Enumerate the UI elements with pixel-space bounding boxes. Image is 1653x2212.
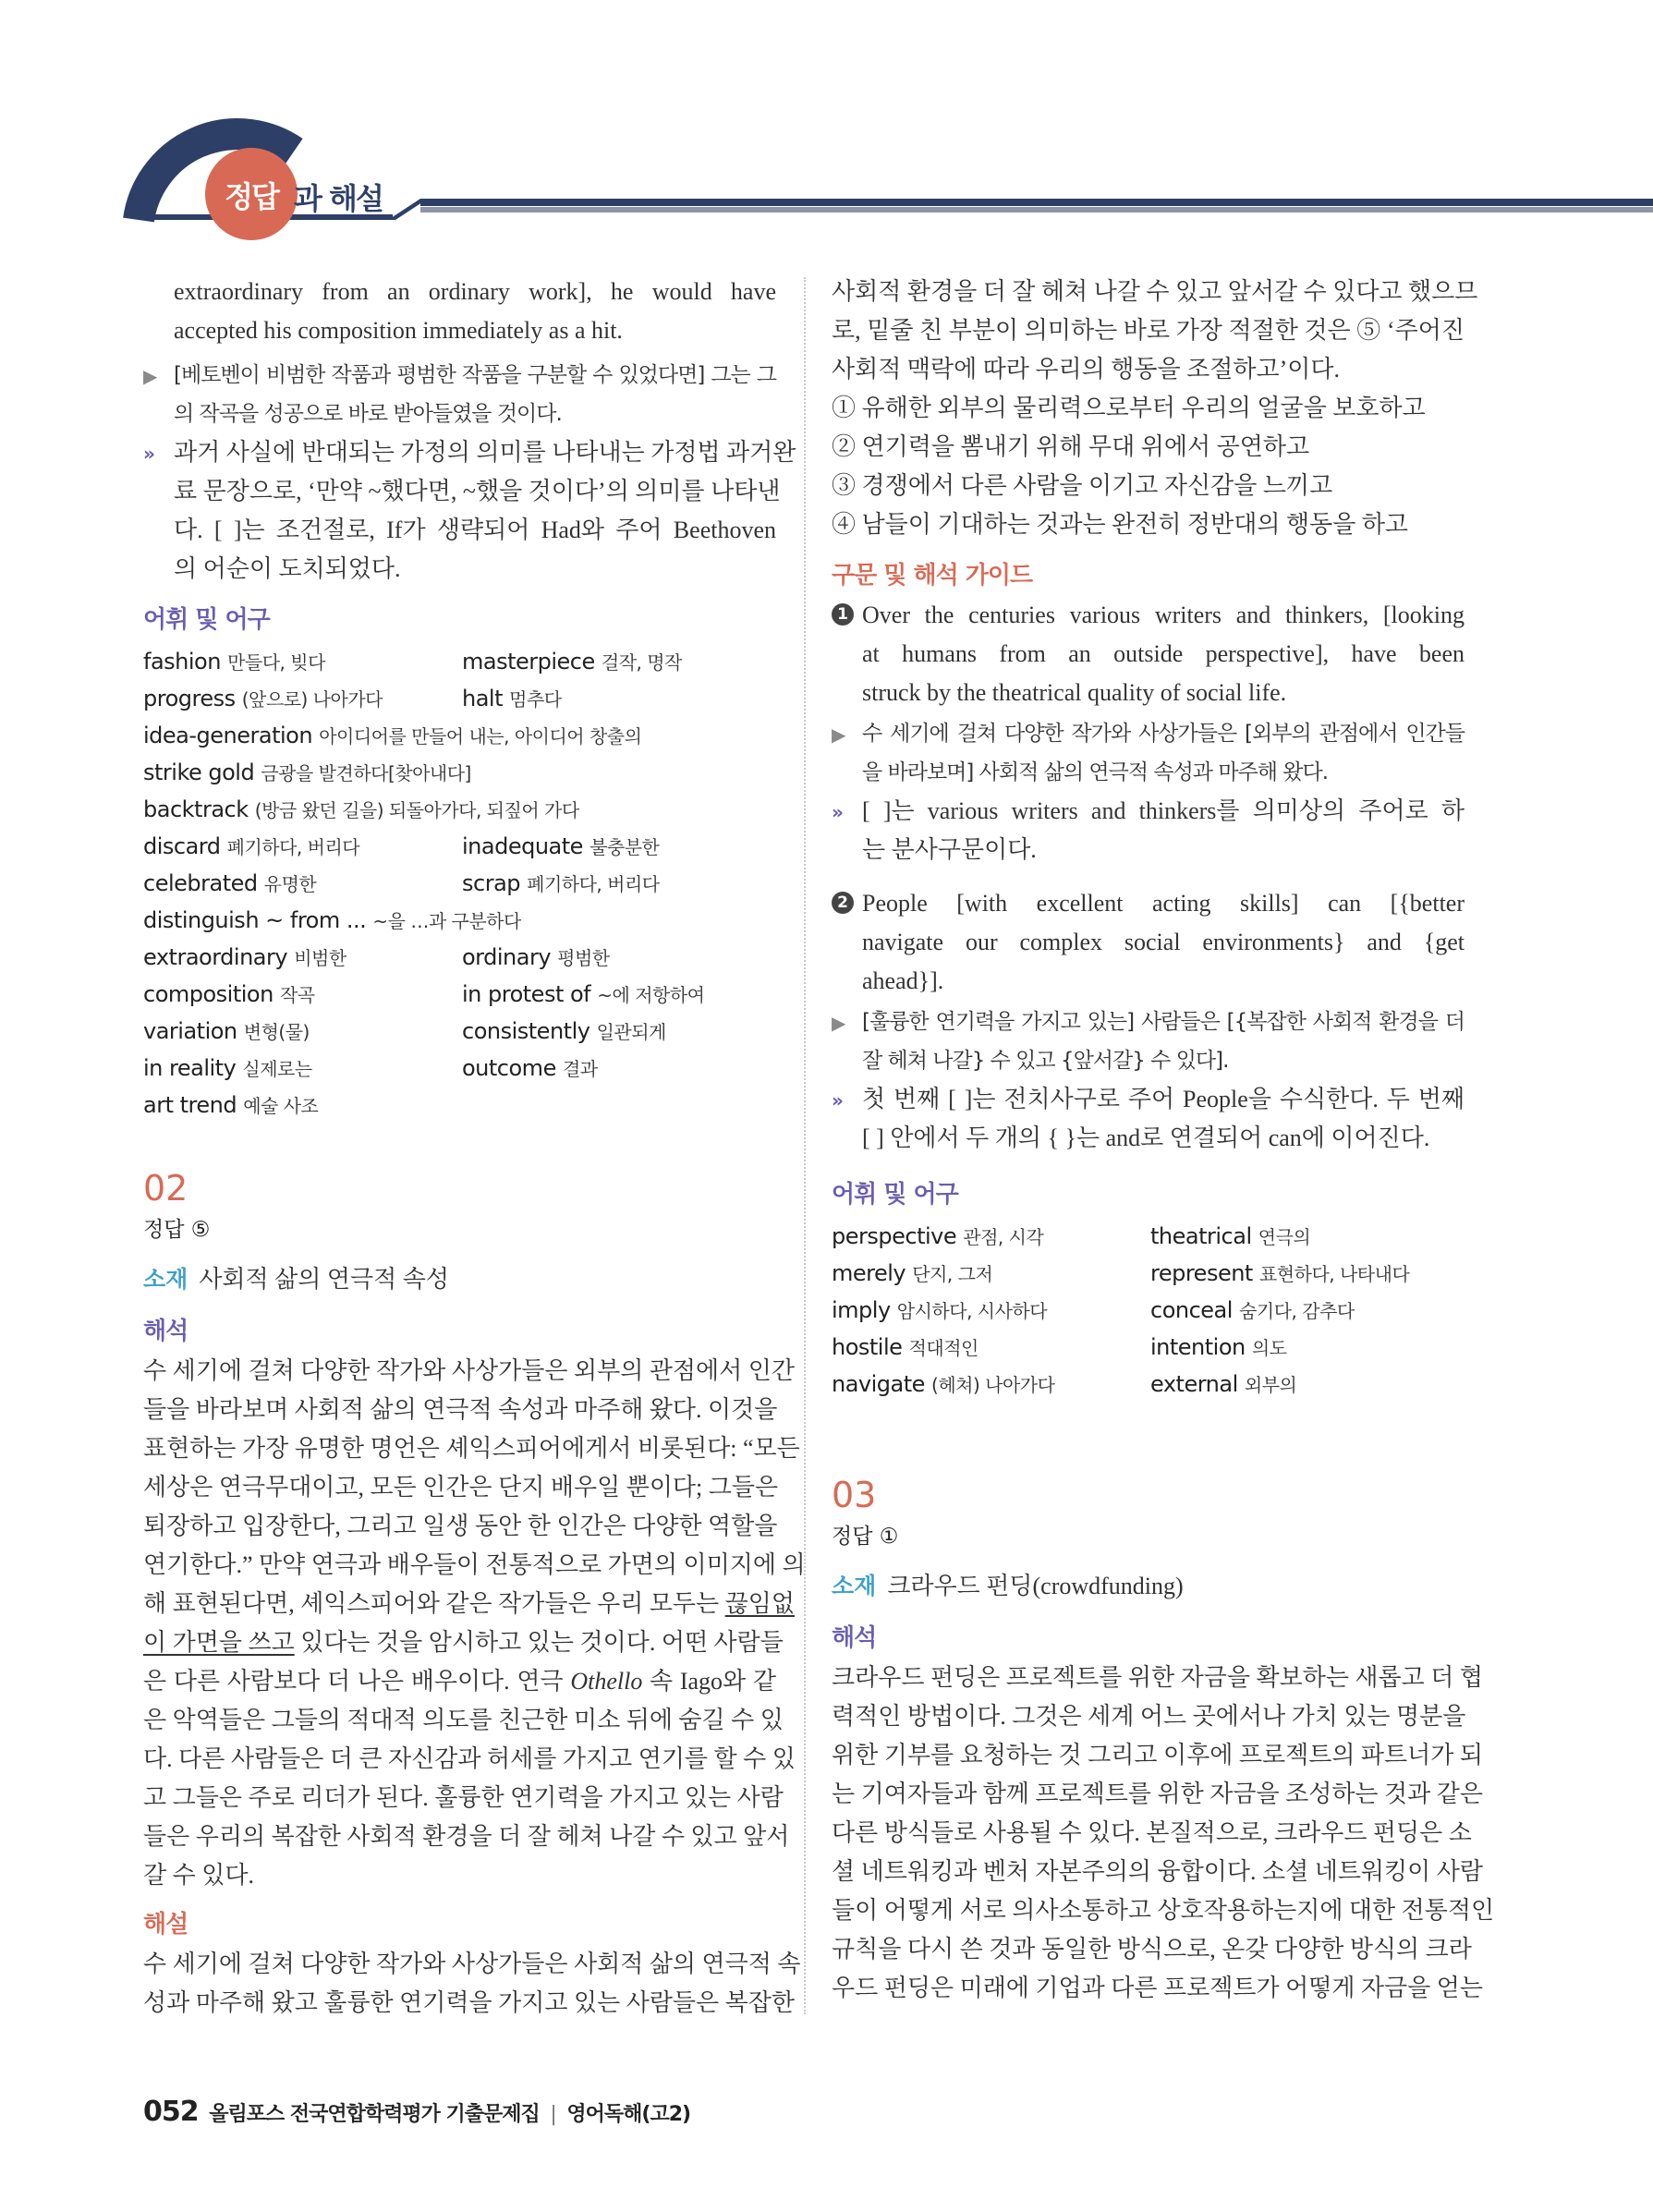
vocab-term: ordinary — [462, 944, 552, 970]
topic-text: 크라우드 펀딩(crowdfunding) — [887, 1573, 1184, 1599]
vocab-item — [143, 681, 462, 718]
vocab-term: intention — [1150, 1334, 1246, 1360]
intro-translation — [143, 356, 776, 433]
vocab-meaning: 단지, 그저 — [912, 1263, 993, 1285]
vocab-term: strike gold — [143, 760, 255, 785]
vocab-meaning: 만들다, 빚다 — [227, 651, 325, 674]
triangle-icon: ▶ — [832, 1012, 846, 1034]
vocab-meaning: 적대적인 — [908, 1337, 978, 1359]
text-line: struck by the theatrical quality of social life. — [862, 679, 1287, 706]
vocab-item — [832, 1256, 1150, 1293]
vocab-item — [143, 977, 462, 1014]
vocab-term: composition — [143, 981, 273, 1007]
guide-1-note — [832, 792, 1465, 869]
text-line: 수 세기에 걸쳐 다양한 작가와 사상가들은 사회적 삶의 연극적 속 — [143, 1951, 801, 1977]
vocab-term: masterpiece — [462, 649, 595, 675]
text-line: 력적인 방법이다. 그것은 세계 어느 곳에서나 가치 있는 명분을 — [832, 1703, 1466, 1730]
triangle-icon: ▶ — [832, 723, 846, 746]
text-span: 은 다른 사람보다 더 나은 배우이다. 연극 — [143, 1668, 571, 1695]
text-span: 해 표현된다면, 셰익스피어와 같은 작가들은 우리 모두는 — [143, 1590, 725, 1617]
text-line: 의 작곡을 성공으로 바로 받아들였을 것이다. — [174, 402, 562, 426]
text-line: 로, 밑줄 친 부분이 의미하는 바로 가장 적절한 것은 ⑤ ‘주어진 — [832, 317, 1465, 344]
topic-label: 소재 — [143, 1266, 188, 1293]
vocab-term: merely — [832, 1260, 906, 1286]
choice-item: ④ 남들이 기대하는 것과는 완전히 정반대의 행동을 하고 — [832, 511, 1409, 538]
vocab-meaning: 불충분한 — [589, 836, 660, 858]
vocab-meaning: 유명한 — [263, 873, 317, 895]
triangle-icon: ▶ — [143, 365, 158, 387]
text-line: 세상은 연극무대이고, 모든 인간은 단지 배우일 뿐이다; 그들은 — [143, 1474, 779, 1501]
text-line — [143, 1585, 796, 1623]
text-line: 들을 바라보며 사회적 삶의 연극적 속성과 마주해 왔다. 이것을 — [143, 1396, 778, 1423]
text-line: [ ]는 various writers and thinkers를 의미상의 주어로 하 — [862, 797, 1465, 824]
text-line: 는 분사구문이다. — [862, 836, 1037, 863]
vocab-term: external — [1150, 1371, 1238, 1397]
vocab-item — [1150, 1219, 1465, 1256]
vocab-term: represent — [1150, 1260, 1253, 1286]
vocab-term: idea-generation — [143, 723, 313, 748]
vocab-meaning: 숨기다, 감추다 — [1239, 1300, 1355, 1322]
vocab-term: consistently — [462, 1018, 590, 1044]
left-column — [143, 273, 806, 2023]
explanation-paragraph — [143, 1945, 801, 2023]
vocab-meaning: 표현하다, 나타내다 — [1258, 1263, 1410, 1285]
choice-item: ③ 경쟁에서 다른 사람을 이기고 자신감을 느끼고 — [832, 472, 1333, 499]
text-line: navigate our complex social environments} and {get — [862, 929, 1465, 955]
vocab-item — [832, 1367, 1150, 1404]
section-heading: 구문 및 해석 가이드 — [832, 562, 1033, 589]
vocab-item — [143, 903, 776, 940]
double-chevron-icon: » — [832, 801, 840, 823]
header-title-text: 과 해설 — [294, 181, 383, 216]
vocab-meaning: (앞으로) 나아가다 — [241, 688, 383, 711]
answer-label: 정답 ⑤ — [143, 1218, 211, 1242]
text-line: 수 세기에 걸쳐 다양한 작가와 사상가들은 [외부의 관점에서 인간들 — [862, 722, 1465, 746]
text-line: 다. 다른 사람들은 더 큰 자신감과 허세를 가지고 연기를 할 수 있 — [143, 1745, 796, 1772]
vocab-meaning: 일관되게 — [596, 1021, 666, 1043]
book-title: 올림포스 전국연합학력평가 기출문제집 — [209, 2103, 540, 2126]
vocab-item — [143, 755, 776, 792]
vocab-term: discard — [143, 833, 221, 859]
vocab-term: in protest of — [462, 981, 591, 1007]
vocab-meaning: 변형(물) — [243, 1021, 310, 1043]
vocab-meaning: (헤쳐) 나아가다 — [931, 1374, 1055, 1396]
section-heading: 해석 — [832, 1624, 877, 1652]
vocab-meaning: 결과 — [562, 1058, 598, 1080]
vocab-meaning: 관점, 시각 — [963, 1226, 1044, 1248]
text-line: 크라우드 펀딩은 프로젝트를 위한 자금을 확보하는 새롭고 더 협 — [832, 1664, 1484, 1691]
text-line: 료 문장으로, ‘만약 ~했다면, ~했을 것이다’의 의미를 나타낸 — [174, 478, 781, 504]
text-line: 위한 기부를 요청하는 것 그리고 이후에 프로젝트의 파트너가 되 — [832, 1742, 1484, 1768]
number-2-icon: 2 — [832, 892, 854, 914]
vocab-meaning: 걸작, 명작 — [601, 651, 682, 674]
vocab-item — [462, 1051, 776, 1088]
vocab-term: backtrack — [143, 796, 249, 822]
vocab-item — [462, 977, 776, 1014]
text-line: 과거 사실에 반대되는 가정의 의미를 나타내는 가정법 과거완 — [174, 439, 796, 466]
vocab-item — [143, 1088, 776, 1124]
text-line: [훌륭한 연기력을 가지고 있는] 사람들은 [{복잡한 사회적 환경을 더 — [862, 1010, 1465, 1034]
column-divider — [804, 277, 806, 2014]
number-1-icon: 1 — [832, 603, 854, 626]
vocab-term: art trend — [143, 1092, 237, 1118]
text-line: 수 세기에 걸쳐 다양한 작가와 사상가들은 외부의 관점에서 인간 — [143, 1357, 796, 1384]
vocab-list — [832, 1219, 1465, 1404]
vocab-item — [832, 1330, 1150, 1367]
vocab-term: variation — [143, 1018, 237, 1044]
vocab-item — [462, 829, 776, 866]
explanation-continued — [832, 273, 1478, 389]
vocab-term: distinguish ~ from ... — [143, 907, 367, 933]
text-line: 사회적 환경을 더 잘 헤쳐 나갈 수 있고 앞서갈 수 있다고 했으므 — [832, 278, 1478, 305]
vocab-meaning: 예술 사조 — [243, 1095, 319, 1117]
text-line: 사회적 맥락에 따라 우리의 행동을 조절하고’이다. — [832, 356, 1340, 383]
header-rule-shadow — [420, 207, 1653, 213]
vocab-meaning: 평범한 — [557, 947, 610, 969]
vocab-item — [462, 940, 776, 977]
vocab-term: perspective — [832, 1223, 957, 1249]
vocab-term: navigate — [832, 1371, 925, 1397]
text-line: 표현하는 가장 유명한 명언은 셰익스피어에게서 비롯된다: “모든 — [143, 1435, 800, 1462]
vocab-meaning: ~을 …과 구분하다 — [372, 910, 521, 932]
vocab-meaning: 실제로는 — [242, 1058, 312, 1080]
topic-line — [143, 1259, 776, 1300]
vocab-item — [1150, 1293, 1465, 1330]
section-heading: 어휘 및 어구 — [832, 1181, 958, 1209]
answer-label: 정답 ① — [832, 1525, 899, 1549]
text-span: 속 Iago와 같 — [642, 1668, 777, 1695]
text-line: 규칙을 다시 쓴 것과 동일한 방식으로, 온갖 다양한 방식의 크라 — [832, 1936, 1472, 1963]
vocab-item — [143, 792, 776, 829]
vocab-term: outcome — [462, 1055, 556, 1081]
text-line: 퇴장하고 입장한다, 그리고 일생 동안 한 인간은 다양한 역할을 — [143, 1513, 778, 1539]
intro-sentence — [143, 273, 776, 350]
vocab-meaning: 암시하다, 시사하다 — [896, 1300, 1048, 1322]
text-line: 는 기여자들과 함께 프로젝트를 위한 자금을 조성하는 것과 같은 — [832, 1781, 1484, 1807]
vocab-term: in reality — [143, 1055, 237, 1081]
double-chevron-icon: » — [832, 1089, 840, 1112]
text-line: 우드 펀딩은 미래에 기업과 다른 프로젝트가 어떻게 자금을 얻는 — [832, 1975, 1484, 2001]
footer-separator: | — [550, 2103, 556, 2126]
vocab-meaning: 비범한 — [294, 947, 346, 969]
vocab-term: hostile — [832, 1334, 903, 1360]
vocab-item — [143, 718, 776, 755]
vocab-term: inadequate — [462, 833, 583, 859]
page-footer — [143, 2096, 690, 2128]
text-line: 연기한다.” 만약 연극과 배우들이 전통적으로 가면의 이미지에 의 — [143, 1551, 806, 1578]
text-line: 성과 마주해 왔고 훌륭한 연기력을 가지고 있는 사람들은 복잡한 — [143, 1989, 796, 2016]
guide-2-translation — [832, 1003, 1465, 1080]
translation-paragraph — [832, 1659, 1495, 2008]
topic-label: 소재 — [832, 1573, 877, 1599]
vocab-meaning: 폐기하다, 버리다 — [527, 873, 660, 895]
vocab-item — [462, 681, 776, 718]
topic-line — [832, 1566, 1465, 1607]
section-heading: 해석 — [143, 1318, 188, 1345]
text-line: Over the centuries various writers and thinkers, [looking — [862, 602, 1465, 628]
text-line: People [with excellent acting skills] can [{better — [862, 890, 1465, 917]
text-line: 들이 어떻게 서로 의사소통하고 상호작용하는지에 대한 전통적인 — [832, 1897, 1495, 1924]
text-line: ahead}]. — [862, 967, 944, 994]
text-line: 갈 수 있다. — [143, 1862, 254, 1889]
vocab-meaning: 의도 — [1251, 1337, 1287, 1359]
vocab-item — [1150, 1256, 1465, 1293]
vocab-term: fashion — [143, 649, 221, 675]
text-line: [ ] 안에서 두 개의 { }는 and로 연결되어 can에 이어진다. — [862, 1124, 1430, 1151]
vocab-meaning: ~에 저항하여 — [597, 984, 705, 1006]
double-chevron-icon: » — [143, 443, 152, 465]
vocab-list — [143, 644, 776, 1124]
page-number: 052 — [143, 2096, 199, 2128]
vocab-item — [462, 644, 776, 681]
vocab-term: theatrical — [1150, 1223, 1252, 1249]
italic-title: Othello — [570, 1668, 643, 1695]
topic-text: 사회적 삶의 연극적 속성 — [199, 1266, 449, 1293]
text-line: 을 바라보며] 사회적 삶의 연극적 속성과 마주해 왔다. — [862, 760, 1329, 784]
text-line: 들은 우리의 복잡한 사회적 환경을 더 잘 헤쳐 나갈 수 있고 앞서 — [143, 1823, 790, 1850]
vocab-meaning: 작곡 — [279, 984, 315, 1006]
text-line: 잘 헤쳐 나갈} 수 있고 {앞서갈} 수 있다]. — [862, 1049, 1229, 1073]
header-rule — [420, 199, 1653, 206]
guide-1-translation — [832, 714, 1465, 792]
text-line: at humans from an outside perspective], have been — [862, 640, 1465, 667]
vocab-meaning: 아이디어를 만들어 내는, 아이디어 창출의 — [319, 725, 642, 747]
text-line: 고 그들은 주로 리더가 된다. 훌륭한 연기력을 가지고 있는 사람 — [143, 1784, 784, 1811]
question-number: 03 — [832, 1475, 877, 1515]
vocab-item — [462, 866, 776, 903]
vocab-term: progress — [143, 686, 236, 711]
section-heading: 해설 — [143, 1911, 188, 1939]
vocab-term: extraordinary — [143, 944, 288, 970]
text-line: accepted his composition immediately as a hit. — [174, 317, 623, 344]
choice-item: ① 유해한 외부의 물리력으로부터 우리의 얼굴을 보호하고 — [832, 395, 1426, 421]
choice-item: ② 연기력을 뽐내기 위해 무대 위에서 공연하고 — [832, 433, 1310, 460]
vocab-meaning: 멈추다 — [509, 688, 562, 711]
page-header — [0, 111, 1653, 240]
guide-item-2 — [832, 884, 1465, 1001]
vocab-item — [143, 940, 462, 977]
vocab-item — [462, 1014, 776, 1051]
text-line — [143, 1623, 784, 1662]
vocab-term: halt — [462, 686, 503, 711]
vocab-meaning: 연극의 — [1258, 1226, 1311, 1248]
vocab-item — [832, 1219, 1150, 1256]
vocab-term: conceal — [1150, 1297, 1233, 1323]
text-line: 의 어순이 도치되었다. — [174, 555, 401, 582]
header-badge-text: 정답 — [225, 179, 278, 214]
vocab-meaning: 폐기하다, 버리다 — [226, 836, 360, 858]
right-column — [832, 273, 1495, 2008]
vocab-term: celebrated — [143, 870, 258, 896]
vocab-item — [143, 866, 462, 903]
choice-list — [832, 389, 1465, 544]
translation-paragraph — [143, 1352, 806, 1895]
vocab-item — [143, 1051, 462, 1088]
text-span: 있다는 것을 암시하고 있는 것이다. 어떤 사람들 — [294, 1629, 784, 1656]
text-line: 다른 방식들로 사용될 수 있다. 본질적으로, 크라우드 펀딩은 소 — [832, 1819, 1472, 1846]
vocab-item — [143, 1014, 462, 1051]
underlined-text: 이 가면을 쓰고 — [143, 1629, 295, 1656]
vocab-term: imply — [832, 1297, 891, 1323]
vocab-item — [143, 829, 462, 866]
underlined-text: 끊임없 — [724, 1590, 796, 1617]
vocab-meaning: 외부의 — [1244, 1374, 1297, 1396]
subject-label: 영어독해(고2) — [566, 2103, 691, 2126]
vocab-term: scrap — [462, 870, 521, 896]
question-number: 02 — [143, 1168, 188, 1209]
vocab-item — [832, 1293, 1150, 1330]
text-line — [143, 1662, 776, 1701]
vocab-item — [143, 644, 462, 681]
vocab-meaning: (방금 왔던 길을) 되돌아가다, 되짚어 가다 — [254, 799, 579, 821]
section-heading: 어휘 및 어구 — [143, 606, 270, 634]
intro-note — [143, 433, 796, 589]
vocab-item — [1150, 1367, 1465, 1404]
text-line: 셜 네트워킹과 벤처 자본주의의 융합이다. 소셜 네트워킹이 사람 — [832, 1858, 1484, 1885]
text-line: 첫 번째 [ ]는 전치사구로 주어 People을 수식한다. 두 번째 — [862, 1086, 1465, 1112]
vocab-meaning: 금광을 발견하다[찾아내다] — [261, 762, 471, 784]
guide-item-1 — [832, 596, 1465, 712]
text-line: 다. [ ]는 조건절로, If가 생략되어 Had와 주어 Beethoven — [174, 517, 776, 543]
guide-2-note — [832, 1080, 1465, 1158]
text-line: [베토벤이 비범한 작품과 평범한 작품을 구분할 수 있었다면] 그는 그 — [174, 363, 776, 387]
vocab-item — [1150, 1330, 1465, 1367]
text-line: extraordinary from an ordinary work], he would have — [174, 278, 776, 305]
text-line: 은 악역들은 그들의 적대적 의도를 친근한 미소 뒤에 숨길 수 있 — [143, 1707, 784, 1733]
